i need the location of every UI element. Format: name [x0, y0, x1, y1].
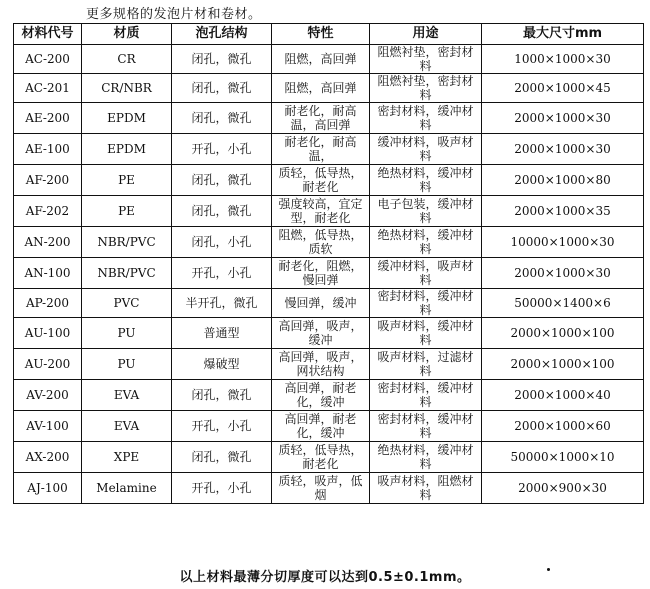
cell-size: 2000×1000×100: [482, 349, 644, 380]
cell-property: 阻燃，高回弹: [272, 74, 370, 103]
cell-code: AE-100: [14, 134, 82, 165]
cell-code: AN-200: [14, 227, 82, 258]
header-material: 材质: [82, 24, 172, 45]
cell-structure: 闭孔，微孔: [172, 45, 272, 74]
table-row: [14, 134, 644, 165]
table-row: [14, 289, 644, 318]
table-row: [14, 380, 644, 411]
table-row: [14, 349, 644, 380]
cell-material: PVC: [82, 289, 172, 318]
cell-size: 50000×1400×6: [482, 289, 644, 318]
cell-property: 耐老化，耐高温，高回弹: [272, 103, 370, 134]
table-row: [14, 103, 644, 134]
footnote: 以上材料最薄分切厚度可以达到0.5±0.1mm。: [179, 570, 471, 585]
cell-material: EVA: [82, 380, 172, 411]
table-row: [14, 227, 644, 258]
cell-structure: 闭孔，小孔: [172, 227, 272, 258]
table-row: [14, 411, 644, 442]
cell-material: PE: [82, 165, 172, 196]
cell-structure: 闭孔，微孔: [172, 442, 272, 473]
cell-property: 高回弹，耐老化，缓冲: [272, 411, 370, 442]
cell-material: EPDM: [82, 103, 172, 134]
table-row: [14, 442, 644, 473]
cell-property: 强度较高，宜定型，耐老化: [272, 196, 370, 227]
cell-structure: 闭孔，微孔: [172, 74, 272, 103]
cell-usage: 密封材料，缓冲材料: [370, 289, 482, 318]
cell-usage: 绝热材料，缓冲材料: [370, 165, 482, 196]
header-code: 材料代号: [14, 24, 82, 45]
cell-size: 1000×1000×30: [482, 45, 644, 74]
cell-property: 质轻，低导热，耐老化: [272, 165, 370, 196]
cell-structure: 闭孔，微孔: [172, 196, 272, 227]
cell-code: AE-200: [14, 103, 82, 134]
cell-size: 50000×1000×10: [482, 442, 644, 473]
cell-usage: 密封材料，缓冲材料: [370, 411, 482, 442]
cell-property: 阻燃，高回弹: [272, 45, 370, 74]
table-row: [14, 45, 644, 74]
cell-code: AC-201: [14, 74, 82, 103]
cell-structure: 普通型: [172, 318, 272, 349]
cell-material: NBR/PVC: [82, 258, 172, 289]
cell-size: 2000×1000×30: [482, 134, 644, 165]
cell-size: 2000×1000×80: [482, 165, 644, 196]
cell-size: 2000×1000×30: [482, 258, 644, 289]
cell-material: PU: [82, 318, 172, 349]
cell-material: XPE: [82, 442, 172, 473]
cell-usage: 吸声材料，阻燃材料: [370, 473, 482, 504]
cell-code: AV-200: [14, 380, 82, 411]
table-row: [14, 258, 644, 289]
cell-property: 质轻，低导热，耐老化: [272, 442, 370, 473]
cell-material: EPDM: [82, 134, 172, 165]
cell-material: Melamine: [82, 473, 172, 504]
cell-property: 耐老化，耐高温，: [272, 134, 370, 165]
cell-usage: 吸声材料，过滤材料: [370, 349, 482, 380]
cell-usage: 绝热材料，缓冲材料: [370, 442, 482, 473]
cell-code: AX-200: [14, 442, 82, 473]
cell-code: AF-200: [14, 165, 82, 196]
header-property: 特性: [272, 24, 370, 45]
cell-code: AP-200: [14, 289, 82, 318]
cell-property: 高回弹，耐老化，缓冲: [272, 380, 370, 411]
cell-code: AU-100: [14, 318, 82, 349]
cell-size: 2000×1000×100: [482, 318, 644, 349]
cell-structure: 开孔，小孔: [172, 134, 272, 165]
cell-material: CR/NBR: [82, 74, 172, 103]
intro-text: 更多规格的发泡片材和卷材。: [86, 7, 262, 22]
table-row: [14, 165, 644, 196]
table-row: [14, 196, 644, 227]
material-spec-table: [13, 23, 644, 504]
table-header-row: [14, 24, 644, 45]
cell-structure: 闭孔，微孔: [172, 165, 272, 196]
cell-size: 2000×1000×60: [482, 411, 644, 442]
cell-size: 2000×900×30: [482, 473, 644, 504]
cell-structure: 闭孔，微孔: [172, 380, 272, 411]
cell-structure: 开孔，小孔: [172, 473, 272, 504]
cell-size: 2000×1000×45: [482, 74, 644, 103]
cell-property: 慢回弹，缓冲: [272, 289, 370, 318]
cell-code: AF-202: [14, 196, 82, 227]
cell-property: 耐老化，阻燃，慢回弹: [272, 258, 370, 289]
table-row: [14, 473, 644, 504]
cell-material: PE: [82, 196, 172, 227]
header-usage: 用途: [370, 24, 482, 45]
cell-usage: 阻燃衬垫，密封材料: [370, 74, 482, 103]
cell-usage: 缓冲材料，吸声材料: [370, 134, 482, 165]
cell-usage: 缓冲材料，吸声材料: [370, 258, 482, 289]
cell-usage: 吸声材料，缓冲材料: [370, 318, 482, 349]
table-row: [14, 74, 644, 103]
cell-code: AN-100: [14, 258, 82, 289]
cell-property: 质轻，吸声，低烟: [272, 473, 370, 504]
cell-structure: 开孔，小孔: [172, 411, 272, 442]
cell-usage: 阻燃衬垫，密封材料: [370, 45, 482, 74]
cell-code: AU-200: [14, 349, 82, 380]
cell-material: EVA: [82, 411, 172, 442]
cell-usage: 密封材料，缓冲材料: [370, 103, 482, 134]
header-size: 最大尺寸mm: [482, 24, 644, 45]
cell-structure: 开孔，小孔: [172, 258, 272, 289]
cell-usage: 绝热材料，缓冲材料: [370, 227, 482, 258]
cell-size: 2000×1000×30: [482, 103, 644, 134]
cell-property: 阻燃，低导热，质软: [272, 227, 370, 258]
cell-size: 2000×1000×35: [482, 196, 644, 227]
table-row: [14, 318, 644, 349]
cell-code: AJ-100: [14, 473, 82, 504]
cell-code: AV-100: [14, 411, 82, 442]
stray-dot: [547, 568, 550, 571]
cell-material: CR: [82, 45, 172, 74]
cell-material: PU: [82, 349, 172, 380]
cell-property: 高回弹，吸声，缓冲: [272, 318, 370, 349]
cell-usage: 密封材料，缓冲材料: [370, 380, 482, 411]
cell-material: NBR/PVC: [82, 227, 172, 258]
header-structure: 泡孔结构: [172, 24, 272, 45]
cell-structure: 半开孔，微孔: [172, 289, 272, 318]
cell-usage: 电子包装，缓冲材料: [370, 196, 482, 227]
cell-size: 2000×1000×40: [482, 380, 644, 411]
cell-size: 10000×1000×30: [482, 227, 644, 258]
cell-structure: 爆破型: [172, 349, 272, 380]
cell-code: AC-200: [14, 45, 82, 74]
cell-structure: 闭孔，微孔: [172, 103, 272, 134]
cell-property: 高回弹，吸声，网状结构: [272, 349, 370, 380]
